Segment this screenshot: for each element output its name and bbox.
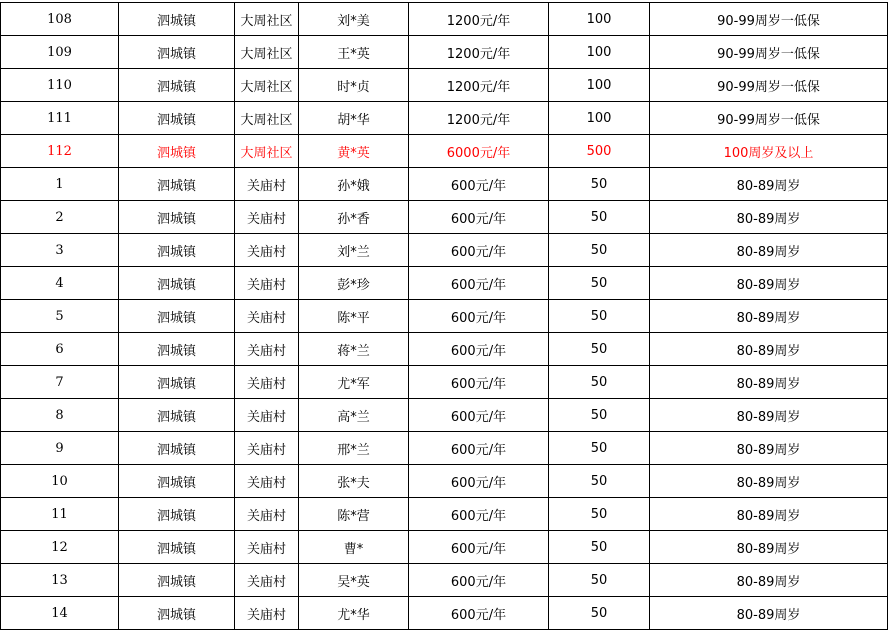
cell-person-name[interactable]: 胡*华 [299, 102, 409, 135]
cell-town[interactable]: 泗城镇 [119, 135, 235, 168]
cell-serial-number[interactable]: 9 [1, 432, 119, 465]
table-row [1, 102, 888, 135]
cell-monthly-amount[interactable]: 50 [549, 564, 650, 597]
cell-town[interactable]: 泗城镇 [119, 168, 235, 201]
cell-serial-number[interactable]: 6 [1, 333, 119, 366]
cell-village[interactable]: 关庙村 [235, 234, 299, 267]
cell-monthly-amount[interactable]: 50 [549, 399, 650, 432]
table-row [1, 597, 888, 630]
cell-annual-amount[interactable]: 600元/年 [409, 564, 549, 597]
cell-annual-amount[interactable]: 1200元/年 [409, 3, 549, 36]
cell-town[interactable]: 泗城镇 [119, 201, 235, 234]
cell-annual-amount[interactable]: 600元/年 [409, 267, 549, 300]
cell-village[interactable]: 关庙村 [235, 465, 299, 498]
table-row [1, 465, 888, 498]
cell-village[interactable]: 关庙村 [235, 597, 299, 630]
cell-person-name[interactable]: 彭*珍 [299, 267, 409, 300]
cell-town[interactable]: 泗城镇 [119, 399, 235, 432]
table-row [1, 564, 888, 597]
cell-annual-amount[interactable]: 600元/年 [409, 465, 549, 498]
cell-age-category[interactable]: 80-89周岁 [650, 234, 888, 267]
table-row [1, 333, 888, 366]
cell-monthly-amount[interactable]: 50 [549, 333, 650, 366]
cell-annual-amount[interactable]: 600元/年 [409, 597, 549, 630]
table-body [1, 3, 888, 630]
cell-town[interactable]: 泗城镇 [119, 102, 235, 135]
cell-age-category[interactable]: 80-89周岁 [650, 267, 888, 300]
cell-serial-number[interactable]: 7 [1, 366, 119, 399]
cell-annual-amount[interactable]: 600元/年 [409, 531, 549, 564]
cell-monthly-amount[interactable]: 50 [549, 201, 650, 234]
cell-age-category[interactable]: 80-89周岁 [650, 597, 888, 630]
cell-serial-number[interactable]: 110 [1, 69, 119, 102]
cell-monthly-amount[interactable]: 50 [549, 366, 650, 399]
cell-village[interactable]: 关庙村 [235, 168, 299, 201]
cell-serial-number[interactable]: 14 [1, 597, 119, 630]
table-row [1, 36, 888, 69]
cell-age-category[interactable]: 80-89周岁 [650, 465, 888, 498]
cell-annual-amount[interactable]: 600元/年 [409, 498, 549, 531]
table-row [1, 3, 888, 36]
cell-town[interactable]: 泗城镇 [119, 69, 235, 102]
cell-village[interactable]: 关庙村 [235, 201, 299, 234]
cell-serial-number[interactable]: 109 [1, 36, 119, 69]
cell-monthly-amount[interactable]: 50 [549, 465, 650, 498]
cell-serial-number[interactable]: 13 [1, 564, 119, 597]
cell-monthly-amount[interactable]: 50 [549, 597, 650, 630]
cell-town[interactable]: 泗城镇 [119, 498, 235, 531]
table-row [1, 300, 888, 333]
cell-monthly-amount[interactable]: 100 [549, 36, 650, 69]
table-row [1, 69, 888, 102]
cell-village[interactable]: 关庙村 [235, 432, 299, 465]
cell-annual-amount[interactable]: 600元/年 [409, 168, 549, 201]
cell-village[interactable]: 关庙村 [235, 300, 299, 333]
cell-person-name[interactable]: 刘*兰 [299, 234, 409, 267]
cell-village[interactable]: 关庙村 [235, 366, 299, 399]
cell-serial-number[interactable]: 108 [1, 3, 119, 36]
cell-age-category[interactable]: 80-89周岁 [650, 168, 888, 201]
cell-age-category[interactable]: 80-89周岁 [650, 333, 888, 366]
cell-monthly-amount[interactable]: 50 [549, 168, 650, 201]
cell-age-category[interactable]: 80-89周岁 [650, 531, 888, 564]
cell-annual-amount[interactable]: 600元/年 [409, 234, 549, 267]
cell-serial-number[interactable]: 1 [1, 168, 119, 201]
cell-town[interactable]: 泗城镇 [119, 333, 235, 366]
cell-person-name[interactable]: 吴*英 [299, 564, 409, 597]
table-row [1, 135, 888, 168]
cell-annual-amount[interactable]: 600元/年 [409, 333, 549, 366]
cell-serial-number[interactable]: 11 [1, 498, 119, 531]
cell-age-category[interactable]: 80-89周岁 [650, 366, 888, 399]
cell-monthly-amount[interactable]: 100 [549, 3, 650, 36]
cell-annual-amount[interactable]: 600元/年 [409, 399, 549, 432]
cell-serial-number[interactable]: 3 [1, 234, 119, 267]
cell-age-category[interactable]: 80-89周岁 [650, 201, 888, 234]
table-row [1, 168, 888, 201]
cell-annual-amount[interactable]: 600元/年 [409, 432, 549, 465]
cell-village[interactable]: 大周社区 [235, 135, 299, 168]
cell-town[interactable]: 泗城镇 [119, 3, 235, 36]
cell-town[interactable]: 泗城镇 [119, 234, 235, 267]
cell-village[interactable]: 关庙村 [235, 399, 299, 432]
cell-annual-amount[interactable]: 600元/年 [409, 366, 549, 399]
cell-annual-amount[interactable]: 600元/年 [409, 201, 549, 234]
cell-town[interactable]: 泗城镇 [119, 432, 235, 465]
cell-town[interactable]: 泗城镇 [119, 300, 235, 333]
cell-person-name[interactable]: 尤*军 [299, 366, 409, 399]
cell-person-name[interactable]: 黄*英 [299, 135, 409, 168]
cell-age-category[interactable]: 100周岁及以上 [650, 135, 888, 168]
cell-age-category[interactable]: 80-89周岁 [650, 432, 888, 465]
cell-serial-number[interactable]: 12 [1, 531, 119, 564]
cell-village[interactable]: 关庙村 [235, 498, 299, 531]
cell-town[interactable]: 泗城镇 [119, 36, 235, 69]
table-row [1, 399, 888, 432]
cell-age-category[interactable]: 90-99周岁一低保 [650, 102, 888, 135]
cell-town[interactable]: 泗城镇 [119, 564, 235, 597]
cell-annual-amount[interactable]: 1200元/年 [409, 36, 549, 69]
cell-person-name[interactable]: 曹* [299, 531, 409, 564]
cell-person-name[interactable]: 高*兰 [299, 399, 409, 432]
table-row [1, 432, 888, 465]
cell-monthly-amount[interactable]: 50 [549, 234, 650, 267]
table-row [1, 201, 888, 234]
cell-village[interactable]: 大周社区 [235, 69, 299, 102]
table-row [1, 531, 888, 564]
cell-age-category[interactable]: 90-99周岁一低保 [650, 3, 888, 36]
table-row [1, 234, 888, 267]
cell-serial-number[interactable]: 5 [1, 300, 119, 333]
cell-monthly-amount[interactable]: 100 [549, 102, 650, 135]
cell-serial-number[interactable]: 2 [1, 201, 119, 234]
cell-village[interactable]: 大周社区 [235, 102, 299, 135]
cell-serial-number[interactable]: 111 [1, 102, 119, 135]
cell-person-name[interactable]: 孙*娥 [299, 168, 409, 201]
cell-serial-number[interactable]: 10 [1, 465, 119, 498]
table-row [1, 267, 888, 300]
cell-town[interactable]: 泗城镇 [119, 597, 235, 630]
cell-monthly-amount[interactable]: 500 [549, 135, 650, 168]
cell-person-name[interactable]: 张*夫 [299, 465, 409, 498]
cell-person-name[interactable]: 孙*香 [299, 201, 409, 234]
cell-monthly-amount[interactable]: 50 [549, 267, 650, 300]
cell-town[interactable]: 泗城镇 [119, 366, 235, 399]
cell-town[interactable]: 泗城镇 [119, 531, 235, 564]
cell-village[interactable]: 关庙村 [235, 333, 299, 366]
table-row [1, 498, 888, 531]
cell-age-category[interactable]: 80-89周岁 [650, 498, 888, 531]
cell-person-name[interactable]: 尤*华 [299, 597, 409, 630]
cell-person-name[interactable]: 时*贞 [299, 69, 409, 102]
cell-monthly-amount[interactable]: 100 [549, 69, 650, 102]
cell-age-category[interactable]: 90-99周岁一低保 [650, 69, 888, 102]
cell-annual-amount[interactable]: 1200元/年 [409, 69, 549, 102]
table-row [1, 366, 888, 399]
cell-annual-amount[interactable]: 600元/年 [409, 300, 549, 333]
cell-person-name[interactable]: 陈*营 [299, 498, 409, 531]
cell-person-name[interactable]: 王*英 [299, 36, 409, 69]
cell-monthly-amount[interactable]: 50 [549, 531, 650, 564]
cell-village[interactable]: 大周社区 [235, 36, 299, 69]
cell-village[interactable]: 关庙村 [235, 267, 299, 300]
cell-town[interactable]: 泗城镇 [119, 465, 235, 498]
cell-serial-number[interactable]: 8 [1, 399, 119, 432]
cell-monthly-amount[interactable]: 50 [549, 432, 650, 465]
cell-monthly-amount[interactable]: 50 [549, 300, 650, 333]
cell-age-category[interactable]: 90-99周岁一低保 [650, 36, 888, 69]
cell-age-category[interactable]: 80-89周岁 [650, 399, 888, 432]
cell-monthly-amount[interactable]: 50 [549, 498, 650, 531]
cell-village[interactable]: 关庙村 [235, 564, 299, 597]
cell-village[interactable]: 关庙村 [235, 531, 299, 564]
cell-serial-number[interactable]: 112 [1, 135, 119, 168]
cell-person-name[interactable]: 邢*兰 [299, 432, 409, 465]
cell-person-name[interactable]: 陈*平 [299, 300, 409, 333]
cell-serial-number[interactable]: 4 [1, 267, 119, 300]
subsidy-table [0, 2, 888, 630]
cell-village[interactable]: 大周社区 [235, 3, 299, 36]
cell-age-category[interactable]: 80-89周岁 [650, 564, 888, 597]
cell-annual-amount[interactable]: 1200元/年 [409, 102, 549, 135]
cell-person-name[interactable]: 蒋*兰 [299, 333, 409, 366]
cell-town[interactable]: 泗城镇 [119, 267, 235, 300]
cell-annual-amount[interactable]: 6000元/年 [409, 135, 549, 168]
cell-age-category[interactable]: 80-89周岁 [650, 300, 888, 333]
cell-person-name[interactable]: 刘*美 [299, 3, 409, 36]
